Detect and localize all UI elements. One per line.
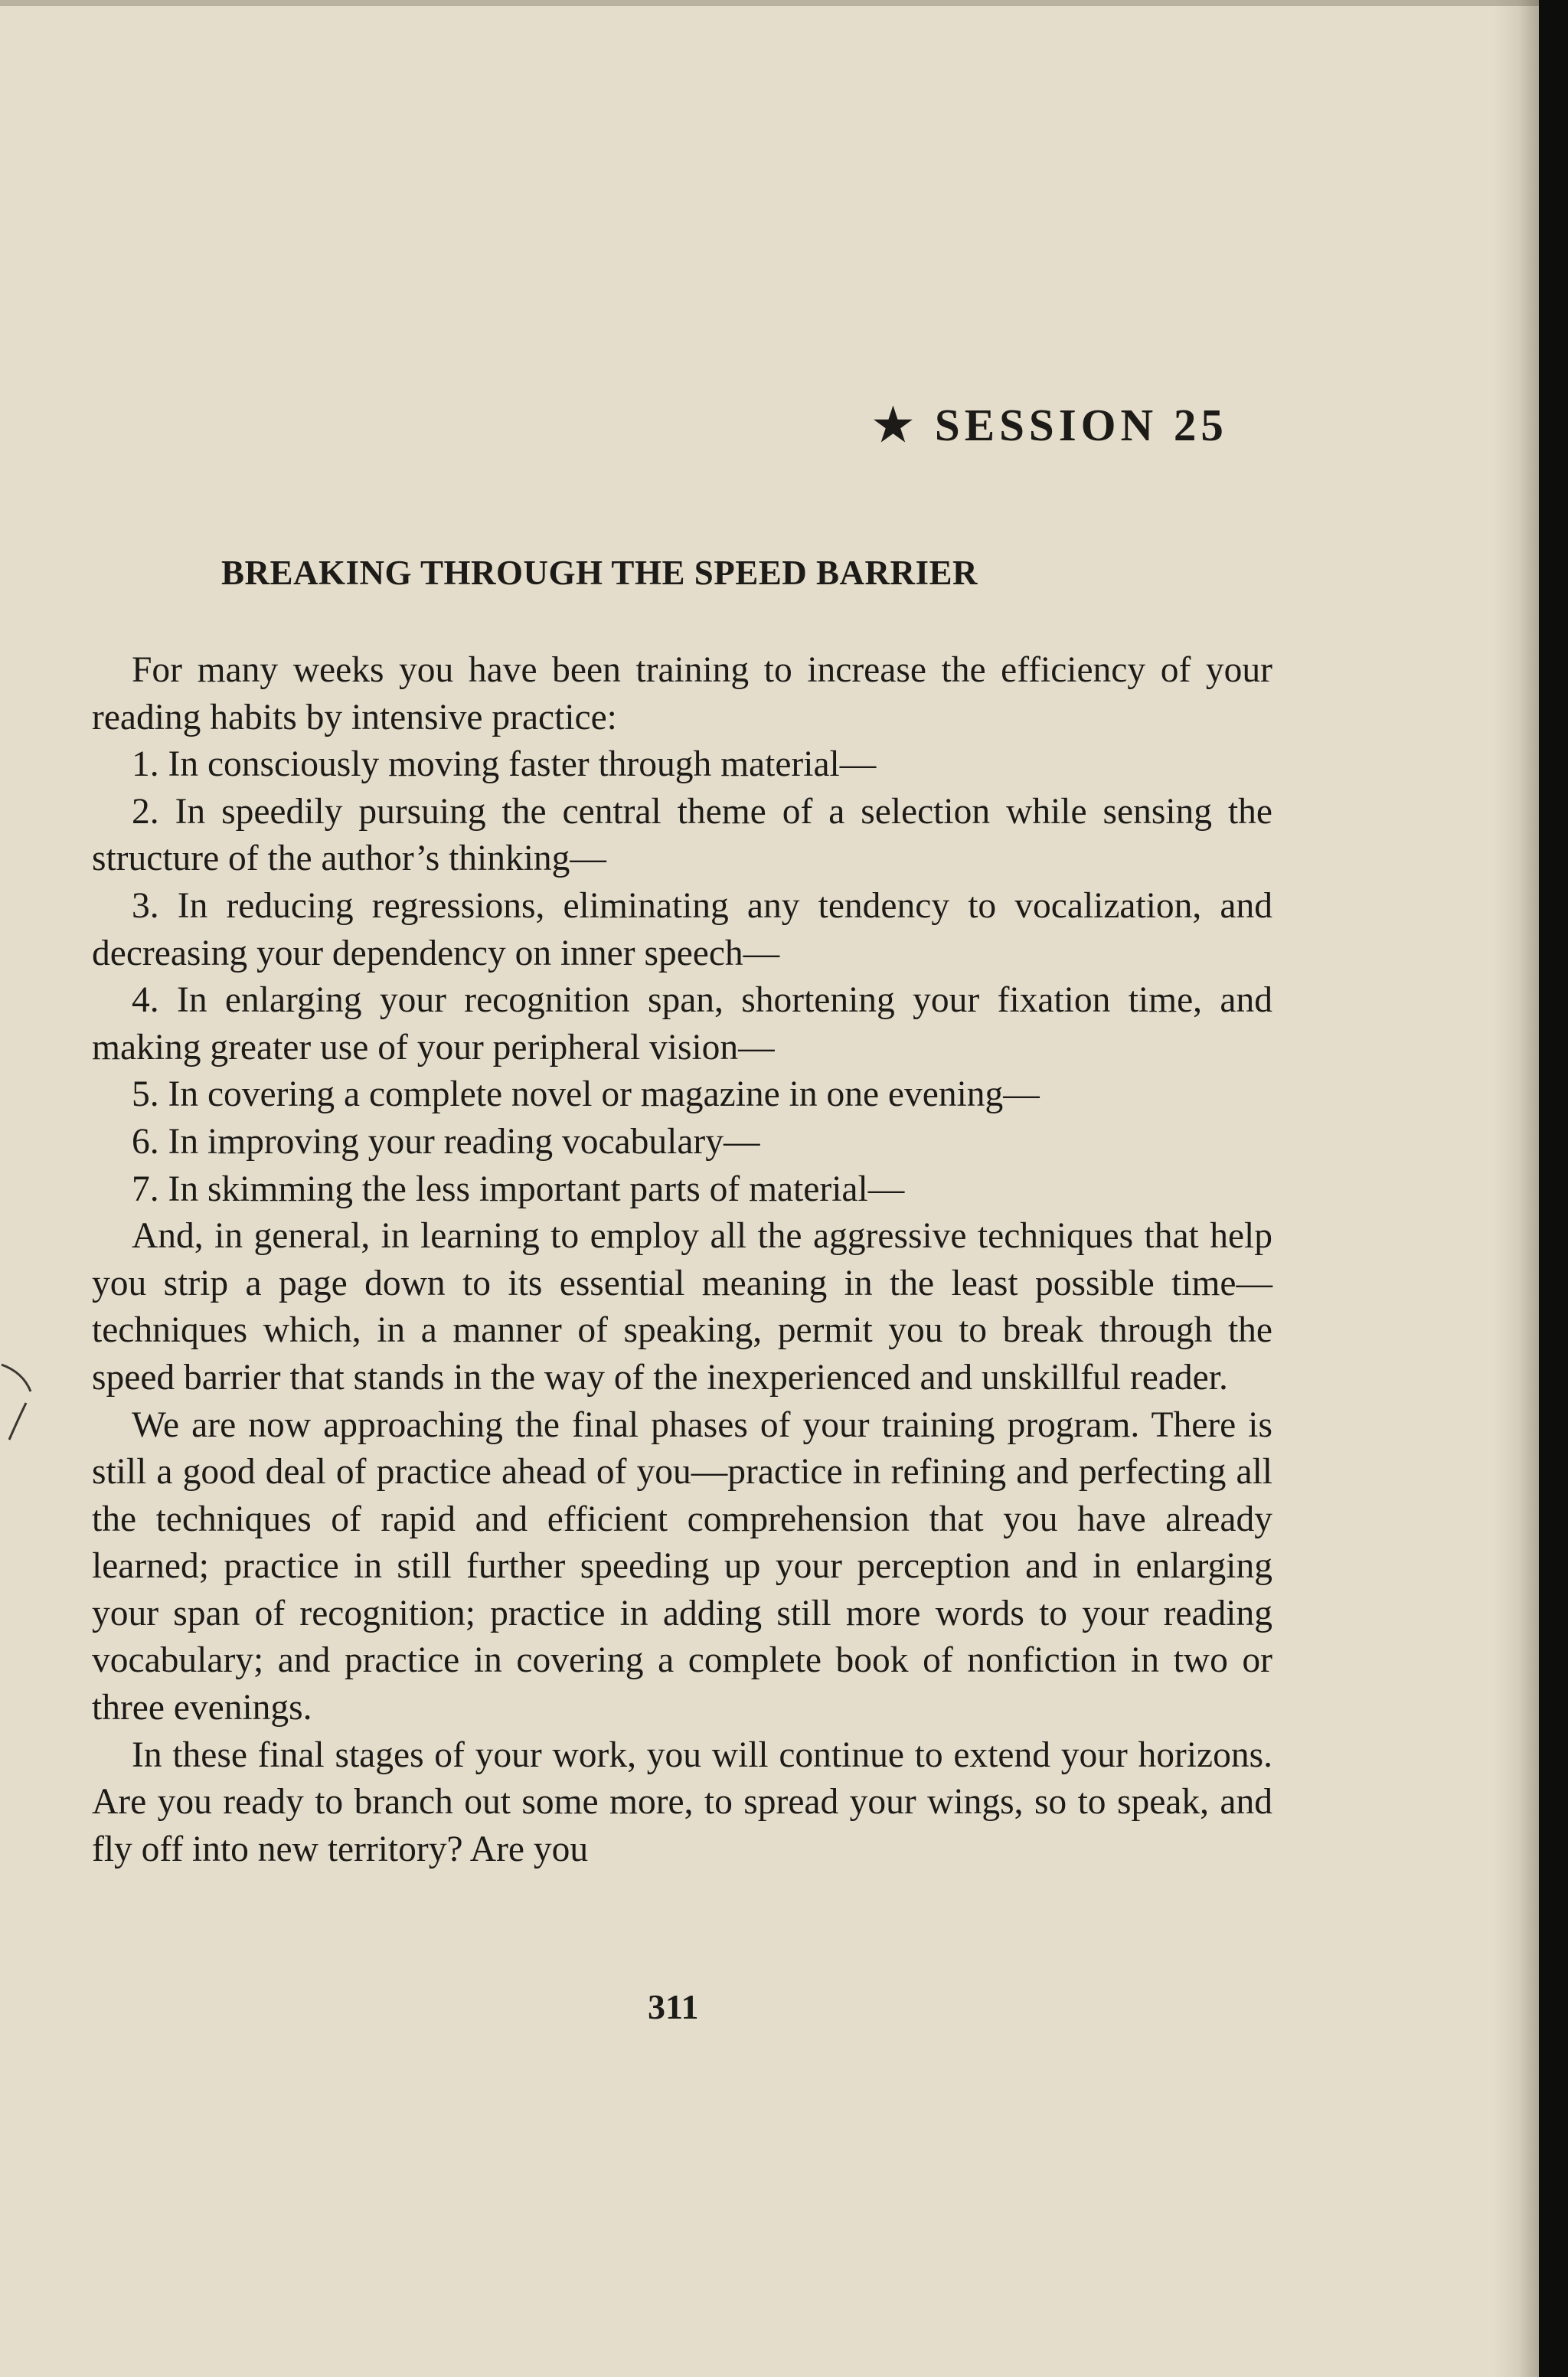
chapter-title: BREAKING THROUGH THE SPEED BARRIER [221, 554, 978, 592]
session-heading [873, 398, 1286, 452]
list-item-2: 2. In speedily pursuing the central theme of a selection while sensing the structure of the author’s thinking— [92, 791, 1272, 879]
page-edge-shadow [1493, 0, 1539, 2377]
margin-pencil-mark [0, 1349, 38, 1441]
paragraph-summary: And, in general, in learning to employ all the aggressive techniques that help you strip a page down to its essential meaning in the least possible time—techniques which, in a manner of speaking, permit you to break through the speed barrier that stands in the way of the inexperienced and unskillful reader. [92, 1216, 1272, 1398]
paragraph-horizons: In these final stages of your work, you will continue to extend your horizons. Are you ready to branch out some more, to spread your wings, so to speak, and fly off into new territory? Are you [92, 1735, 1272, 1869]
list-item-7: 7. In skimming the less important parts of material— [132, 1169, 905, 1209]
paragraph-intro: For many weeks you have been training to increase the efficiency of your reading habits by intensive practice: [92, 650, 1272, 737]
list-item-1: 1. In consciously moving faster through material— [132, 744, 877, 785]
list-item-5: 5. In covering a complete novel or magazine in one evening— [132, 1074, 1040, 1115]
list-item-6: 6. In improving your reading vocabulary— [132, 1121, 760, 1162]
list-item-4: 4. In enlarging your recognition span, shortening your fixation time, and making greater use of your peripheral vision— [92, 980, 1272, 1068]
page-number: 311 [648, 1987, 699, 2026]
star-icon: ★ [873, 400, 918, 450]
session-label: SESSION 25 [934, 400, 1228, 450]
list-item-3: 3. In reducing regressions, eliminating any tendency to vocalization, and decreasing your dependency on inner speech— [92, 885, 1272, 973]
page-top-shadow [0, 0, 1539, 6]
paragraph-final-phases: We are now approaching the final phases of your training program. There is still a good deal of practice ahead of you—practice in refining and perfecting all the techniques of rapid and efficient comprehension that you have already learned; practice in still further speeding up your perception and in enlarging your span of recognition; practice in adding still more words to your reading vocabulary; and practice in covering a complete book of nonfiction in two or three evenings. [92, 1404, 1272, 1728]
body-text [92, 647, 1272, 1873]
